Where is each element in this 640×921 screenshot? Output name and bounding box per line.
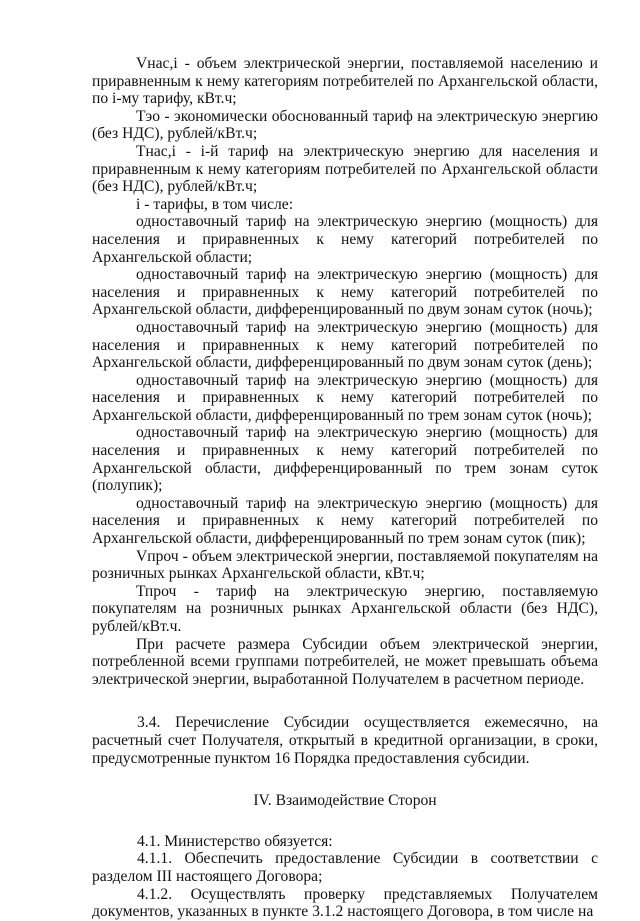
paragraph-tariff-5: одноставочный тариф на электрическую энергию (мощность) для населения и приравненных к нему категорий потребителей по Архангельской области, дифференцированный по трем зонам суток (полупик); [92,424,598,495]
clause-4-1-2: 4.1.2. Осуществлять проверку представляемых Получателем документов, указанных в пункте 3.1.2 настоящего Договора, в том числе на [92,885,598,921]
paragraph-tariff-1: одноставочный тариф на электрическую энергию (мощность) для населения и приравненных к нему категорий потребителей по Архангельской области; [92,213,598,266]
paragraph-subsidy-limit: При расчете размера Субсидии объем электрической энергии, потребленной всеми группами потребителей, не может превышать объема электрической энергии, выработанной Получателем в расчетном периоде. [92,635,598,688]
paragraph-tariff-2: одноставочный тариф на электрическую энергию (мощность) для населения и приравненных к нему категорий потребителей по Архангельской области, дифференцированный по двум зонам суток (ночь); [92,266,598,319]
paragraph-tproch-definition: Тпроч - тариф на электрическую энергию, поставляемую покупателям на розничных рынках Архангельской области (без НДС), рублей/кВт.ч. [92,582,598,635]
paragraph-vproch-definition: Vпроч - объем электрической энергии, поставляемой покупателям на розничных рынках Архангельской области, кВт.ч; [92,547,598,583]
document-page [92,55,598,921]
section-heading: IV. Взаимодействие Сторон [253,792,437,810]
paragraph-tariff-6: одноставочный тариф на электрическую энергию (мощность) для населения и приравненных к нему категорий потребителей по Архангельской области, дифференцированный по трем зонам суток (пик); [92,494,598,548]
clause-4-1-1: 4.1.1. Обеспечить предоставление Субсидии в соответствии с разделом III настоящего Договора; [92,850,598,885]
paragraph-tariffs-intro: i - тарифы, в том числе: [136,195,294,213]
paragraph-teo-definition: Тэо - экономически обоснованный тариф на электрическую энергию (без НДС), рублей/кВт.ч; [92,107,598,143]
paragraph-vnas-definition: Vнас,i - объем электрической энергии, поставляемой населению и приравненным к нему категориям потребителей по Архангельской области, по i-му тарифу, кВт.ч; [92,55,598,108]
clause-4-1: 4.1. Министерство обязуется: [137,832,333,850]
paragraph-tariff-3: одноставочный тариф на электрическую энергию (мощность) для населения и приравненных к нему категорий потребителей по Архангельской области, дифференцированный по двум зонам суток (день); [92,318,598,372]
paragraph-tariff-4: одноставочный тариф на электрическую энергию (мощность) для населения и приравненных к нему категорий потребителей по Архангельской области, дифференцированный по трем зонам суток (ночь); [92,371,598,424]
clause-3-4: 3.4. Перечисление Субсидии осуществляется ежемесячно, на расчетный счет Получателя, открытый в кредитной организации, в сроки, предусмотренные пунктом 16 Порядка предоставления субсидии. [92,714,598,767]
paragraph-tnas-definition: Тнас,i - i-й тариф на электрическую энергию для населения и приравненным к нему категориям потребителей по Архангельской области (без НДС), рублей/кВт.ч; [92,142,598,196]
